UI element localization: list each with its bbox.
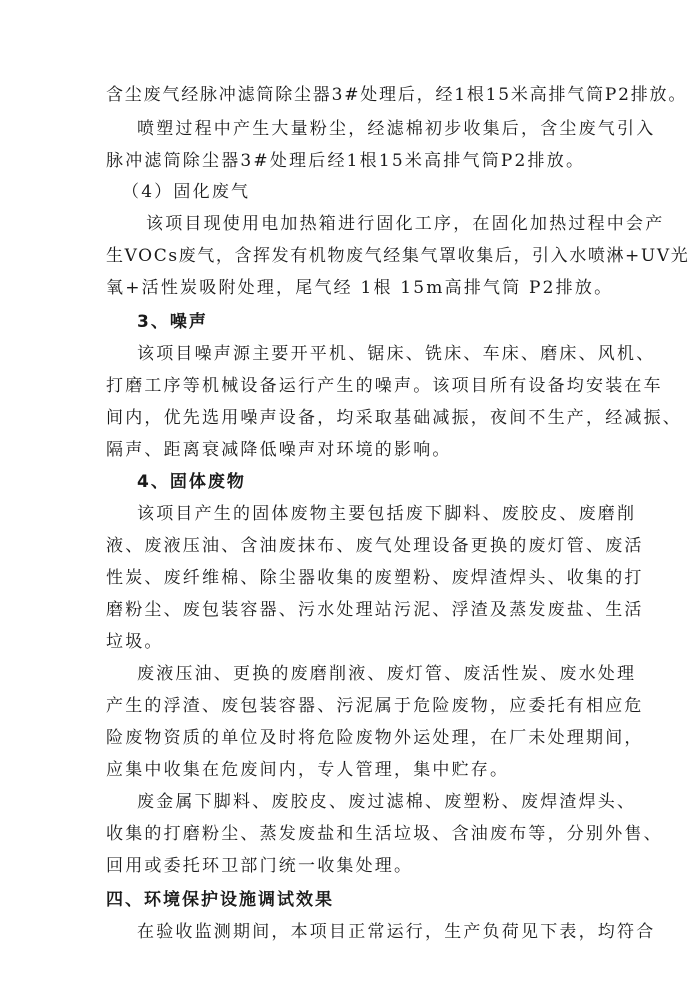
chapter-heading-text: 四、环境保护设施调试效果 <box>106 890 334 910</box>
paragraph-line: 垃圾。 <box>106 632 164 652</box>
paragraph-line: 废液压油、更换的废磨削液、废灯管、废活性炭、废水处理 <box>137 664 637 684</box>
paragraph-line: 收集的打磨粉尘、蒸发废盐和生活垃圾、含油废布等，分别外售、 <box>106 824 663 844</box>
paragraph-line: 液、废液压油、含油废抹布、废气处理设备更换的废灯管、废活 <box>106 536 644 556</box>
paragraph-line: 险废物资质的单位及时将危险废物外运处理，在厂未处理期间， <box>106 728 644 748</box>
paragraph-line: 该项目现使用电加热箱进行固化工序，在固化加热过程中会产 <box>146 214 665 234</box>
paragraph-line: 产生的浮渣、废包装容器、污泥属于危险废物，应委托有相应危 <box>106 696 644 716</box>
paragraph-line: 生VOCs废气，含挥发有机物废气经集气罩收集后，引入水喷淋+UV光 <box>106 246 690 266</box>
paragraph-line: 氧+活性炭吸附处理，尾气经 1根 15m高排气筒 P2排放。 <box>106 278 614 298</box>
paragraph-line: 脉冲滤筒除尘器3#处理后经1根15米高排气筒P2排放。 <box>106 151 586 171</box>
paragraph-line: 废金属下脚料、废胶皮、废过滤棉、废塑粉、废焊渣焊头、 <box>137 792 637 812</box>
paragraph-line: 打磨工序等机械设备运行产生的噪声。该项目所有设备均安装在车 <box>106 376 663 396</box>
paragraph-line: 含尘废气经脉冲滤筒除尘器3#处理后，经1根15米高排气筒P2排放。 <box>106 85 688 105</box>
paragraph-line: 该项目产生的固体废物主要包括废下脚料、废胶皮、废磨削 <box>137 504 637 524</box>
paragraph-line: 隔声、距离衰减降低噪声对环境的影响。 <box>106 440 452 460</box>
paragraph-line: 间内，优先选用噪声设备，均采取基础减振，夜间不生产，经减振、 <box>106 408 682 428</box>
paragraph-line: 在验收监测期间，本项目正常运行，生产负荷见下表，均符合 <box>137 922 656 942</box>
paragraph-line: 喷塑过程中产生大量粉尘，经滤棉初步收集后，含尘废气引入 <box>137 119 656 139</box>
paragraph-line: 性炭、废纤维棉、除尘器收集的废塑粉、废焊渣焊头、收集的打 <box>106 568 644 588</box>
paragraph-line: 应集中收集在危废间内，专人管理，集中贮存。 <box>106 760 510 780</box>
paragraph-line: 该项目噪声源主要开平机、锯床、铣床、车床、磨床、风机、 <box>137 344 656 364</box>
paragraph-line: 回用或委托环卫部门统一收集处理。 <box>106 856 414 876</box>
subheading-line: （4）固化废气 <box>122 182 251 202</box>
section-heading-text: 4、固体废物 <box>137 472 246 492</box>
paragraph-line: 磨粉尘、废包装容器、污水处理站污泥、浮渣及蒸发废盐、生活 <box>106 600 644 620</box>
section-heading-text: 3、噪声 <box>137 312 208 332</box>
